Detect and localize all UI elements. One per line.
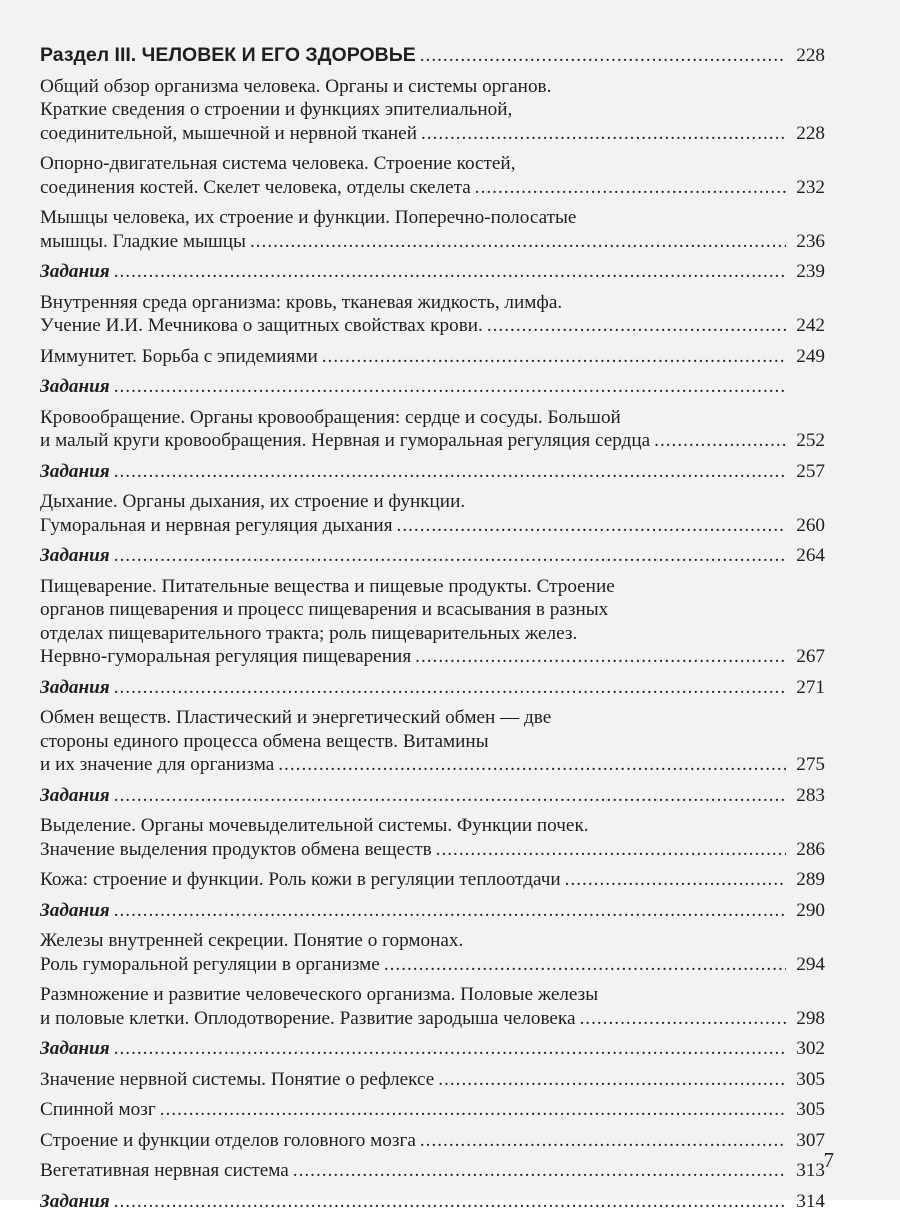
toc-entry xyxy=(40,152,825,199)
toc-entry-line xyxy=(40,868,825,892)
toc-page-number: 302 xyxy=(796,1038,825,1059)
toc-entry-text: Дыхание. Органы дыхания, их строение и функции. xyxy=(40,491,466,512)
toc-page-number: 289 xyxy=(796,869,825,890)
toc-tasks-entry xyxy=(40,544,825,568)
toc-tasks-entry xyxy=(40,899,825,923)
toc-entry xyxy=(40,1129,825,1153)
toc-entry xyxy=(40,575,825,669)
dot-leader xyxy=(114,784,786,808)
toc-entry-line xyxy=(40,406,825,430)
toc-entry-text: Задания xyxy=(40,545,110,566)
toc-page-number: 228 xyxy=(796,45,825,66)
dot-leader xyxy=(114,676,786,700)
toc-entry-text: отделах пищеварительного тракта; роль пищеварительных желез. xyxy=(40,622,578,644)
toc-entry-line xyxy=(40,490,825,514)
toc-entry-text: Задания xyxy=(40,676,110,698)
toc-entry-text: Пищеварение. Питательные вещества и пищевые продукты. Строение xyxy=(40,575,615,597)
toc-entry-line xyxy=(40,429,825,453)
toc-entry-line xyxy=(40,1007,825,1031)
toc-entry-line xyxy=(40,929,825,953)
toc-entry xyxy=(40,206,825,253)
toc-page-number: 305 xyxy=(796,1068,825,1090)
table-of-contents xyxy=(40,44,825,1220)
toc-page-number: 267 xyxy=(796,646,825,667)
toc-entry-line xyxy=(40,814,825,838)
toc-page-number: 271 xyxy=(796,676,825,698)
dot-leader xyxy=(160,1098,786,1122)
toc-entry-text: Выделение. Органы мочевыделительной системы. Функции почек. xyxy=(40,815,589,836)
toc-tasks-entry xyxy=(40,1037,825,1061)
toc-tasks-entry xyxy=(40,460,825,484)
dot-leader xyxy=(114,375,786,399)
toc-tasks-entry xyxy=(40,375,825,399)
toc-entry-text: Нервно-гуморальная регуляция пищеварения xyxy=(40,646,412,667)
dot-leader xyxy=(114,460,786,484)
toc-entry xyxy=(40,345,825,369)
toc-entry-text: Внутренняя среда организма: кровь, тканевая жидкость, лимфа. xyxy=(40,291,563,313)
toc-page-number: 264 xyxy=(796,545,825,566)
toc-entry-line xyxy=(40,152,825,176)
toc-entry-line xyxy=(40,645,825,669)
toc-entry-line xyxy=(40,730,825,754)
toc-entry-line xyxy=(40,544,825,568)
toc-entry xyxy=(40,1098,825,1122)
toc-entry-text: Общий обзор организма человека. Органы и системы органов. xyxy=(40,75,552,97)
toc-entry-text: Задания xyxy=(40,899,110,921)
toc-entry xyxy=(40,406,825,453)
toc-entry-line xyxy=(40,622,825,646)
toc-entry-line xyxy=(40,260,825,284)
dot-leader xyxy=(114,260,786,284)
toc-entry-text: и их значение для организма xyxy=(40,754,275,775)
toc-entry xyxy=(40,706,825,777)
toc-entry-line xyxy=(40,98,825,122)
dot-leader xyxy=(278,753,786,777)
page-number: 7 xyxy=(823,1148,834,1172)
dot-leader xyxy=(654,429,786,453)
toc-entry-line xyxy=(40,1098,825,1122)
toc-page-number: 290 xyxy=(796,899,825,921)
toc-entry-line xyxy=(40,676,825,700)
toc-entry-line xyxy=(40,375,825,399)
toc-entry-line xyxy=(40,345,825,369)
toc-entry-text: Раздел III. ЧЕЛОВЕК И ЕГО ЗДОРОВЬЕ xyxy=(40,44,416,66)
toc-entry-line xyxy=(40,706,825,730)
toc-page-number: 236 xyxy=(796,230,825,252)
dot-leader xyxy=(438,1068,786,1092)
toc-entry-text: Обмен веществ. Пластический и энергетический обмен — две xyxy=(40,707,552,728)
toc-entry-text: Задания xyxy=(40,784,110,806)
toc-entry-text: Железы внутренней секреции. Понятие о гормонах. xyxy=(40,930,464,951)
dot-leader xyxy=(420,1129,786,1153)
toc-entry-text: и малый круги кровообращения. Нервная и гуморальная регуляция сердца xyxy=(40,430,651,451)
toc-entry-text: Кожа: строение и функции. Роль кожи в регуляции теплоотдачи xyxy=(40,869,561,890)
dot-leader xyxy=(384,953,786,977)
toc-page-number: 294 xyxy=(796,953,825,975)
toc-entry-line xyxy=(40,575,825,599)
toc-entry-text: Учение И.И. Мечникова о защитных свойствах крови. xyxy=(40,315,483,336)
toc-entry-line xyxy=(40,1190,825,1214)
dot-leader xyxy=(397,514,786,538)
toc-entry-line xyxy=(40,514,825,538)
toc-entry-line xyxy=(40,122,825,146)
toc-entry-text: Задания xyxy=(40,460,110,482)
toc-entry-text: стороны единого процесса обмена веществ. Витамины xyxy=(40,730,489,752)
toc-entry xyxy=(40,868,825,892)
toc-entry-text: Краткие сведения о строении и функциях эпителиальной, xyxy=(40,99,513,120)
dot-leader xyxy=(420,44,786,68)
toc-entry-line xyxy=(40,899,825,923)
toc-page-number: 298 xyxy=(796,1007,825,1029)
toc-entry-line xyxy=(40,1037,825,1061)
toc-entry-line xyxy=(40,838,825,862)
toc-entry-line xyxy=(40,953,825,977)
toc-entry-line xyxy=(40,230,825,254)
dot-leader xyxy=(579,1007,786,1031)
toc-entry-line xyxy=(40,44,825,68)
toc-entry-text: соединительной, мышечной и нервной тканей xyxy=(40,122,417,144)
toc-entry-text: Строение и функции отделов головного мозга xyxy=(40,1129,416,1151)
toc-page-number: 228 xyxy=(796,122,825,144)
dot-leader xyxy=(487,314,786,338)
toc-entry-text: Опорно-двигательная система человека. Строение костей, xyxy=(40,153,516,174)
toc-entry xyxy=(40,814,825,861)
toc-entry-text: Задания xyxy=(40,1190,110,1212)
toc-entry-line xyxy=(40,1159,825,1183)
toc-entry-text: Гуморальная и нервная регуляция дыхания xyxy=(40,514,393,536)
dot-leader xyxy=(475,176,786,200)
toc-entry-text: мышцы. Гладкие мышцы xyxy=(40,230,246,252)
toc-page-number: 260 xyxy=(796,514,825,536)
toc-entry-text: Значение выделения продуктов обмена веществ xyxy=(40,838,432,860)
toc-page-number: 307 xyxy=(796,1129,825,1151)
toc-page-number: 286 xyxy=(796,838,825,860)
toc-entry-line xyxy=(40,983,825,1007)
toc-entry-line xyxy=(40,784,825,808)
toc-entry xyxy=(40,1159,825,1183)
toc-tasks-entry xyxy=(40,1190,825,1214)
dot-leader xyxy=(250,230,786,254)
dot-leader xyxy=(114,1037,786,1061)
toc-page-number: 283 xyxy=(796,784,825,806)
dot-leader xyxy=(436,838,786,862)
toc-page-number: 239 xyxy=(796,261,825,282)
toc-page-number: 249 xyxy=(796,345,825,367)
toc-entry-text: Задания xyxy=(40,1038,110,1059)
dot-leader xyxy=(114,899,786,923)
toc-entry-text: Мышцы человека, их строение и функции. Поперечно-полосатые xyxy=(40,207,577,228)
toc-tasks-entry xyxy=(40,784,825,808)
toc-entry xyxy=(40,75,825,146)
toc-page-number: 305 xyxy=(796,1099,825,1120)
toc-entry-text: Иммунитет. Борьба с эпидемиями xyxy=(40,345,318,367)
toc-entry-line xyxy=(40,75,825,99)
toc-entry-line xyxy=(40,753,825,777)
toc-entry-text: Роль гуморальной регуляции в организме xyxy=(40,953,380,975)
toc-entry-line xyxy=(40,291,825,315)
toc-tasks-entry xyxy=(40,676,825,700)
toc-entry-text: Задания xyxy=(40,261,110,282)
toc-entry-line xyxy=(40,1129,825,1153)
toc-entry-line xyxy=(40,598,825,622)
toc-entry-text: органов пищеварения и процесс пищеварения и всасывания в разных xyxy=(40,599,609,620)
toc-page-number: 257 xyxy=(796,460,825,482)
toc-entry-line xyxy=(40,176,825,200)
toc-entry-text: Вегетативная нервная система xyxy=(40,1160,289,1181)
dot-leader xyxy=(415,645,786,669)
toc-entry-text: Размножение и развитие человеческого организма. Половые железы xyxy=(40,984,599,1005)
toc-entry-text: и половые клетки. Оплодотворение. Развитие зародыша человека xyxy=(40,1007,576,1029)
toc-section-heading xyxy=(40,44,825,68)
toc-page-number: 252 xyxy=(796,430,825,451)
toc-entry xyxy=(40,929,825,976)
toc-page-number: 314 xyxy=(796,1190,825,1212)
toc-entry-text: Значение нервной системы. Понятие о рефлексе xyxy=(40,1068,435,1090)
toc-entry xyxy=(40,983,825,1030)
toc-entry-text: Задания xyxy=(40,376,110,397)
dot-leader xyxy=(114,544,786,568)
toc-tasks-entry xyxy=(40,260,825,284)
toc-entry xyxy=(40,490,825,537)
toc-page-number: 232 xyxy=(796,176,825,198)
toc-entry-line xyxy=(40,1068,825,1092)
toc-entry-text: Спинной мозг xyxy=(40,1099,156,1120)
toc-entry xyxy=(40,291,825,338)
toc-entry-line xyxy=(40,206,825,230)
dot-leader xyxy=(293,1159,786,1183)
toc-entry-text: соединения костей. Скелет человека, отделы скелета xyxy=(40,176,471,198)
dot-leader xyxy=(421,122,786,146)
toc-entry-line xyxy=(40,460,825,484)
toc-entry xyxy=(40,1068,825,1092)
toc-entry-line xyxy=(40,314,825,338)
dot-leader xyxy=(114,1190,786,1214)
dot-leader xyxy=(322,345,786,369)
toc-page-number: 313 xyxy=(796,1160,825,1181)
toc-entry-text: Кровообращение. Органы кровообращения: сердце и сосуды. Большой xyxy=(40,406,621,428)
dot-leader xyxy=(565,868,786,892)
toc-page-number: 242 xyxy=(796,315,825,336)
toc-page-number: 275 xyxy=(796,754,825,775)
